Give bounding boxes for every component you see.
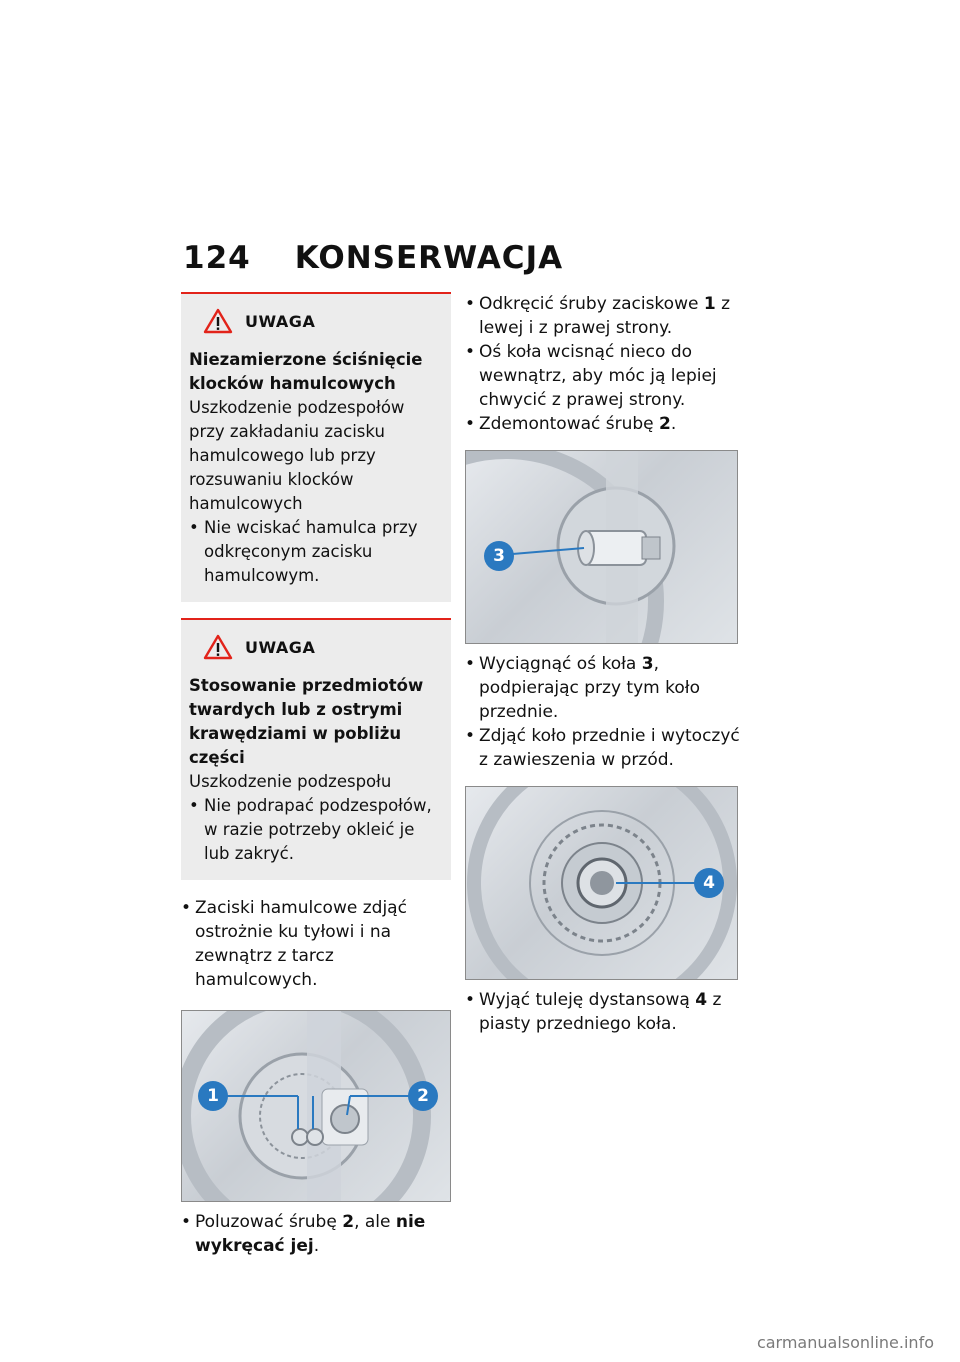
warning-text: Uszkodzenie podzespołów przy zakładaniu zacisku hamulcowego lub przy rozsuwaniu klocków hamulcowych: [189, 398, 405, 513]
step-text-part: z lewej i z prawej strony.: [479, 294, 731, 338]
step-text: [479, 292, 740, 340]
figure-axle: [465, 450, 738, 644]
page-header: [183, 240, 563, 276]
bullet-dot: •: [465, 342, 476, 362]
page-number: 124: [183, 240, 251, 276]
warning-bullet: [189, 794, 443, 866]
step-text: [479, 412, 676, 436]
step-ref-number: 4: [695, 990, 708, 1010]
warning-title: Niezamierzone ściśnięcie klocków hamulcowych: [189, 350, 423, 393]
step-text-part: Wyjąć tuleję dystansową: [479, 990, 696, 1010]
watermark: carmanualsonline.info: [756, 1333, 934, 1352]
step-text: [479, 988, 740, 1036]
left-column: [181, 292, 451, 1258]
bullet-dot: •: [465, 654, 476, 674]
step-clamp-screws: [465, 292, 740, 340]
warning-box-2: [181, 618, 451, 880]
warning-bullet-text: Nie podrapać podzespołów, w razie potrzeby okleić je lub zakryć.: [204, 796, 432, 863]
step-push-axle: [465, 340, 740, 412]
warning-triangle-icon: [203, 634, 233, 660]
bullet-dot: •: [189, 796, 199, 815]
callout-badge-4: 4: [694, 868, 724, 898]
step-text: [195, 1210, 451, 1258]
warning-header: [203, 308, 443, 334]
step-text-part: .: [313, 1236, 320, 1256]
warning-label: UWAGA: [245, 637, 316, 657]
step-text-part: Odkręcić śruby zaciskowe: [479, 294, 704, 314]
bullet-dot: •: [189, 518, 199, 537]
step-text: [479, 652, 740, 724]
step-text-part: , podpierając przy tym koło przednie.: [479, 654, 700, 722]
step-text-part: Poluzować śrubę: [195, 1212, 343, 1232]
step-remove-wheel: [465, 724, 740, 772]
bullet-dot: •: [181, 898, 192, 918]
step-remove-calipers: [181, 896, 451, 992]
bullet-dot: •: [465, 726, 476, 746]
right-column: [465, 292, 740, 1036]
warning-triangle-icon: [203, 308, 233, 334]
warning-header: [203, 634, 443, 660]
bullet-dot: •: [465, 990, 476, 1010]
step-text: Zaciski hamulcowe zdjąć ostrożnie ku tyłowi i na zewnątrz z tarcz hamulcowych.: [195, 898, 407, 990]
step-ref-number: 3: [641, 654, 654, 674]
bullet-dot: •: [181, 1212, 192, 1232]
warning-bullet-text: Nie wciskać hamulca przy odkręconym zacisku hamulcowym.: [204, 518, 418, 585]
bullet-dot: •: [465, 294, 476, 314]
warning-box-1: [181, 292, 451, 602]
step-text-part: z piasty przedniego koła.: [479, 990, 722, 1034]
step-text-part: , ale: [354, 1212, 396, 1232]
step-text: Zdjąć koło przednie i wytoczyć z zawieszenia w przód.: [479, 726, 740, 770]
warning-label: UWAGA: [245, 311, 316, 331]
bullet-dot: •: [465, 414, 476, 434]
figure-spacer-sleeve: [465, 786, 738, 980]
step-text-part: Wyciągnąć oś koła: [479, 654, 642, 674]
step-remove-spacer: [465, 988, 740, 1036]
callout-badge-1: 1: [198, 1081, 228, 1111]
warning-title: Stosowanie przedmiotów twardych lub z ostrymi krawędziami w pobliżu części: [189, 676, 424, 767]
step-text-part: Zdemontować śrubę: [479, 414, 660, 434]
figure-caliper-screws: [181, 1010, 451, 1202]
step-remove-screw: [465, 412, 740, 436]
step-ref-number: 1: [703, 294, 716, 314]
step-emphasis: nie wykręcać jej: [195, 1212, 426, 1256]
callout-badge-3: 3: [484, 541, 514, 571]
page-title: KONSERWACJA: [294, 240, 564, 276]
step-ref-number: 2: [659, 414, 671, 434]
step-ref-number: 2: [342, 1212, 355, 1232]
step-pull-axle: [465, 652, 740, 724]
step-text-part: .: [670, 414, 677, 434]
callout-badge-2: 2: [408, 1081, 438, 1111]
warning-text: Uszkodzenie podzespołu: [189, 772, 392, 791]
warning-bullet: [189, 516, 443, 588]
step-loosen-screw: [181, 1210, 451, 1258]
step-text: Oś koła wcisnąć nieco do wewnątrz, aby móc ją lepiej chwycić z prawej strony.: [479, 342, 717, 410]
